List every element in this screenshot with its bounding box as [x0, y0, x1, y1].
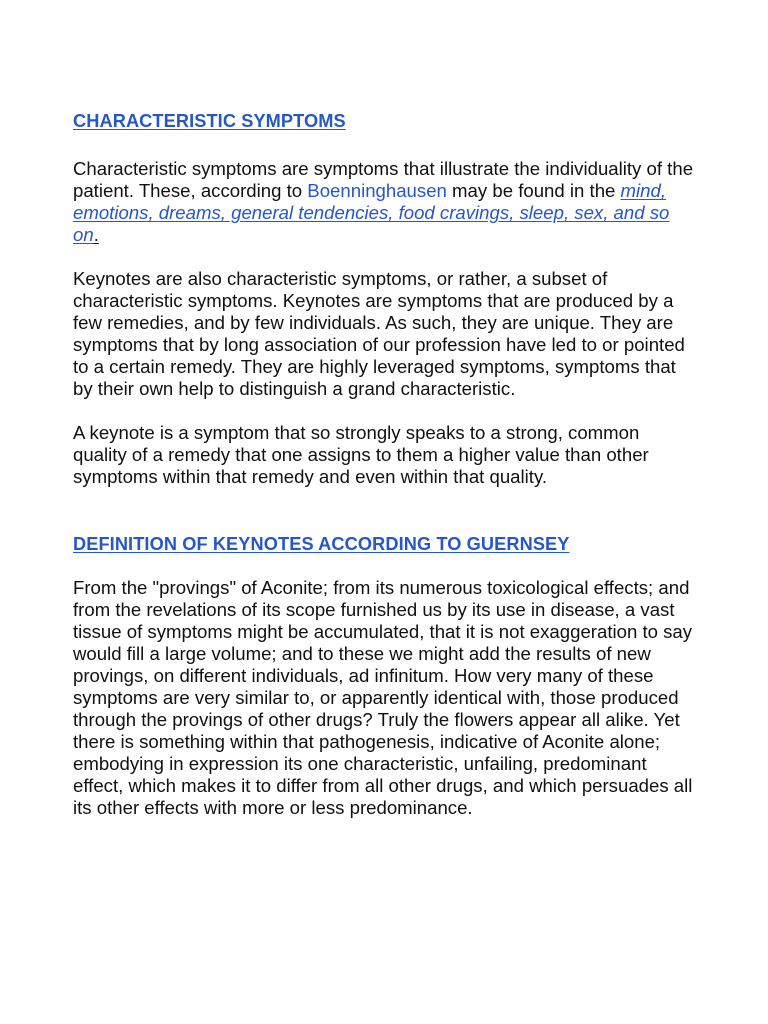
paragraph-text: may be found in the [446, 180, 621, 201]
section-heading-characteristic-symptoms[interactable]: CHARACTERISTIC SYMPTOMS [73, 111, 346, 131]
paragraph-text: Characteristic symptoms are symptoms that illustrate the individuality of the patient. These, according to [73, 158, 694, 201]
paragraph-aconite-provings: From the "provings" of Aconite; from its numerous toxicological effects; and from the revelations of its scope furnished us by its use in disease, a vast tissue of symptoms might be accumulated, that it is not exaggeration to say would fill a large volume; and to these we might add the results of new provings, on different individuals, ad infinitum. How very many of these symptoms are very similar to, or apparently identical with, those produced through the provings of other drugs? Truly the flowers appear all alike. Yet there is something within that pathogenesis, indicative of Aconite alone; embodying in expression its one characteristic, unfailing, predominant effect, which makes it to differ from all other drugs, and which persuades all its other effects with more or less predominance. [73, 577, 693, 818]
paragraph-keynote-definition: A keynote is a symptom that so strongly speaks to a strong, common quality of a remedy that one assigns to them a higher value than other symptoms within that remedy and even within that quality. [73, 422, 649, 487]
paragraph-period: . [93, 224, 99, 245]
symptom-categories-link[interactable]: mind, emotions, dreams, general tendencies, food cravings, sleep, sex, and so on [73, 180, 670, 245]
section-heading-guernsey-definition[interactable]: DEFINITION OF KEYNOTES ACCORDING TO GUERNSEY [73, 534, 570, 554]
paragraph-characteristic-definition [73, 158, 694, 246]
boenninghausen-link[interactable]: Boenninghausen [307, 180, 447, 201]
paragraph-keynotes-subset: Keynotes are also characteristic symptoms, or rather, a subset of characteristic symptoms. Keynotes are symptoms that are produced by a few remedies, and by few individuals. As such, they are unique. They are symptoms that by long association of our profession have led to or pointed to a certain remedy. They are highly leveraged symptoms, symptoms that by their own help to distinguish a grand characteristic. [73, 268, 685, 399]
